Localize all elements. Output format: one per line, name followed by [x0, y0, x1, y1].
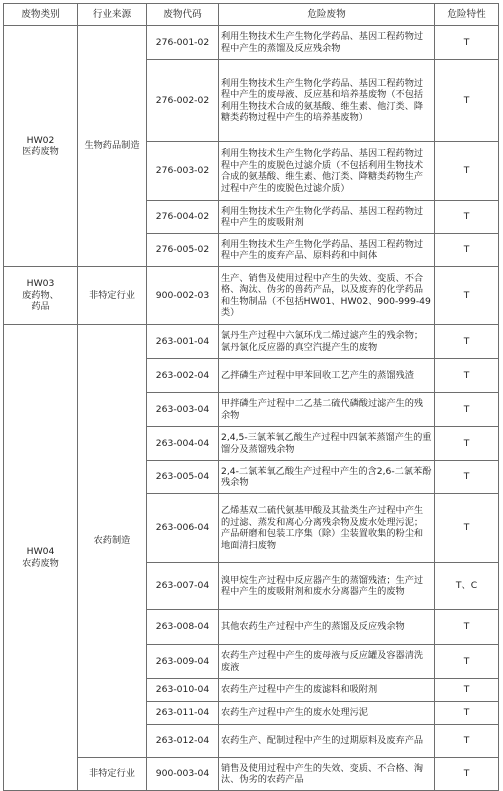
table-row	[4, 325, 499, 359]
waste-description-cell: 氯丹生产过程中六氯环戊二烯过滤产生的残余物；氯丹氯化反应器的真空汽提产生的废物	[219, 325, 435, 359]
waste-category-line: 医药废物	[22, 146, 59, 157]
waste-description-cell: 乙拌磷生产过程中甲苯回收工艺产生的蒸馏残渣	[219, 359, 435, 393]
waste-description-cell: 农药生产过程中产生的废水处理污泥	[219, 702, 435, 725]
waste-description-cell: 利用生物技术生产生物化学药品、基因工程药物过程中产生的废母液、反应基和培养基废物（不包括利用生物技术合成的氨基酸、维生素、他汀类、降糖类药物过程中产生的培养基废物）	[219, 60, 435, 142]
waste-code-cell: 263-008-04	[147, 610, 219, 645]
waste-code-cell: 276-001-02	[147, 26, 219, 60]
waste-description-cell: 利用生物技术生产生物化学药品、基因工程药物过程中产生的废弃产品、原料药和中间体	[219, 234, 435, 267]
header-waste-code: 废物代码	[147, 4, 219, 26]
waste-category-line: HW02	[26, 134, 55, 146]
hazard-property-cell: T	[435, 393, 499, 427]
waste-description-cell: 2,4-二氯苯氧乙酸生产过程中产生的含2,6-二氯苯酚残余物	[219, 461, 435, 494]
industry-source-cell: 非特定行业	[78, 758, 147, 791]
waste-code-cell: 263-007-04	[147, 563, 219, 610]
hazard-property-cell: T	[435, 142, 499, 201]
waste-code-cell: 263-012-04	[147, 725, 219, 758]
table-row	[4, 758, 499, 791]
waste-category-cell	[4, 26, 78, 267]
waste-description-cell: 甲拌磷生产过程中二乙基二硫代磷酸过滤产生的残余物	[219, 393, 435, 427]
waste-code-cell: 276-005-02	[147, 234, 219, 267]
waste-description-cell: 农药生产过程中产生的废滤料和吸附剂	[219, 679, 435, 702]
hazard-property-cell: T	[435, 494, 499, 563]
hazard-property-cell: T	[435, 610, 499, 645]
waste-code-cell: 276-003-02	[147, 142, 219, 201]
hazard-property-cell: T	[435, 725, 499, 758]
waste-code-cell: 263-011-04	[147, 702, 219, 725]
waste-code-cell: 900-002-03	[147, 267, 219, 325]
hazard-property-cell: T	[435, 758, 499, 791]
waste-category-cell	[4, 325, 78, 791]
waste-code-cell: 263-005-04	[147, 461, 219, 494]
waste-code-cell: 263-004-04	[147, 427, 219, 461]
hazard-property-cell: T	[435, 26, 499, 60]
waste-description-cell: 溴甲烷生产过程中反应器产生的蒸馏残渣；生产过程中产生的废吸附剂和废水分离器产生的废物	[219, 563, 435, 610]
waste-category-line: HW03	[26, 278, 55, 290]
waste-description-cell: 销售及使用过程中产生的失效、变质、不合格、淘汰、伪劣的农药产品	[219, 758, 435, 791]
table-row	[4, 267, 499, 325]
waste-description-cell: 利用生物技术生产生物化学药品、基因工程药物过程中产生的废吸附剂	[219, 201, 435, 234]
waste-description-cell: 农药生产过程中产生的废母液与反应罐及容器清洗废液	[219, 645, 435, 679]
waste-category-line: 药品	[31, 301, 50, 313]
header-industry-source: 行业来源	[78, 4, 147, 26]
waste-description-cell: 其他农药生产过程中产生的蒸馏及反应残余物	[219, 610, 435, 645]
waste-description-cell: 利用生物技术生产生物化学药品、基因工程药物过程中产生的废脱色过滤介质（不包括利用生物技术合成的氨基酸、维生素、他汀类、降糖类药物生产过程中产生的废脱色过滤介质）	[219, 142, 435, 201]
hazard-property-cell: T	[435, 461, 499, 494]
waste-description-cell: 乙烯基双二硫代氨基甲酸及其盐类生产过程中产生的过滤、蒸发和离心分离残余物及废水处理污泥；产品研磨和包装工序集（除）尘装置收集的粉尘和地面清扫废物	[219, 494, 435, 563]
industry-source-cell: 生物药品制造	[78, 26, 147, 267]
waste-description-cell: 生产、销售及使用过程中产生的失效、变质、不合格、淘汰、伪劣的兽药产品，以及废弃的化学药品和生物制品（不包括HW01、HW02、900-999-49类）	[219, 267, 435, 325]
waste-code-cell: 900-003-04	[147, 758, 219, 791]
waste-code-cell: 263-009-04	[147, 645, 219, 679]
hazard-property-cell: T	[435, 267, 499, 325]
waste-description-cell: 利用生物技术生产生物化学药品、基因工程药物过程中产生的蒸馏及反应残余物	[219, 26, 435, 60]
industry-source-cell: 农药制造	[78, 325, 147, 758]
waste-category-cell	[4, 267, 78, 325]
hazard-property-cell: T	[435, 645, 499, 679]
hazard-property-cell: T、C	[435, 563, 499, 610]
waste-code-cell: 276-002-02	[147, 60, 219, 142]
hazard-property-cell: T	[435, 702, 499, 725]
table-body	[4, 26, 499, 791]
hazard-property-cell: T	[435, 325, 499, 359]
table-row	[4, 26, 499, 60]
header-row	[4, 4, 499, 26]
hazard-property-cell: T	[435, 201, 499, 234]
waste-category-line: HW04	[26, 546, 55, 557]
waste-description-cell: 农药生产、配制过程中产生的过期原料及废弃产品	[219, 725, 435, 758]
waste-code-cell: 263-002-04	[147, 359, 219, 393]
waste-description-cell: 2,4,5-三氯苯氧乙酸生产过程中四氯苯蒸馏产生的重馏分及蒸馏残余物	[219, 427, 435, 461]
hazardous-waste-table	[3, 3, 499, 791]
hazard-property-cell: T	[435, 359, 499, 393]
waste-code-cell: 276-004-02	[147, 201, 219, 234]
waste-code-cell: 263-001-04	[147, 325, 219, 359]
header-hazard-property: 危险特性	[435, 4, 499, 26]
hazard-property-cell: T	[435, 234, 499, 267]
waste-code-cell: 263-003-04	[147, 393, 219, 427]
hazard-property-cell: T	[435, 427, 499, 461]
header-hazardous-waste: 危险废物	[219, 4, 435, 26]
waste-code-cell: 263-006-04	[147, 494, 219, 563]
waste-code-cell: 263-010-04	[147, 679, 219, 702]
industry-source-cell: 非特定行业	[78, 267, 147, 325]
hazard-property-cell: T	[435, 60, 499, 142]
waste-category-line: 废药物、	[22, 289, 59, 301]
hazard-property-cell: T	[435, 679, 499, 702]
header-waste-category: 废物类别	[4, 4, 78, 26]
waste-category-line: 农药废物	[22, 557, 59, 569]
